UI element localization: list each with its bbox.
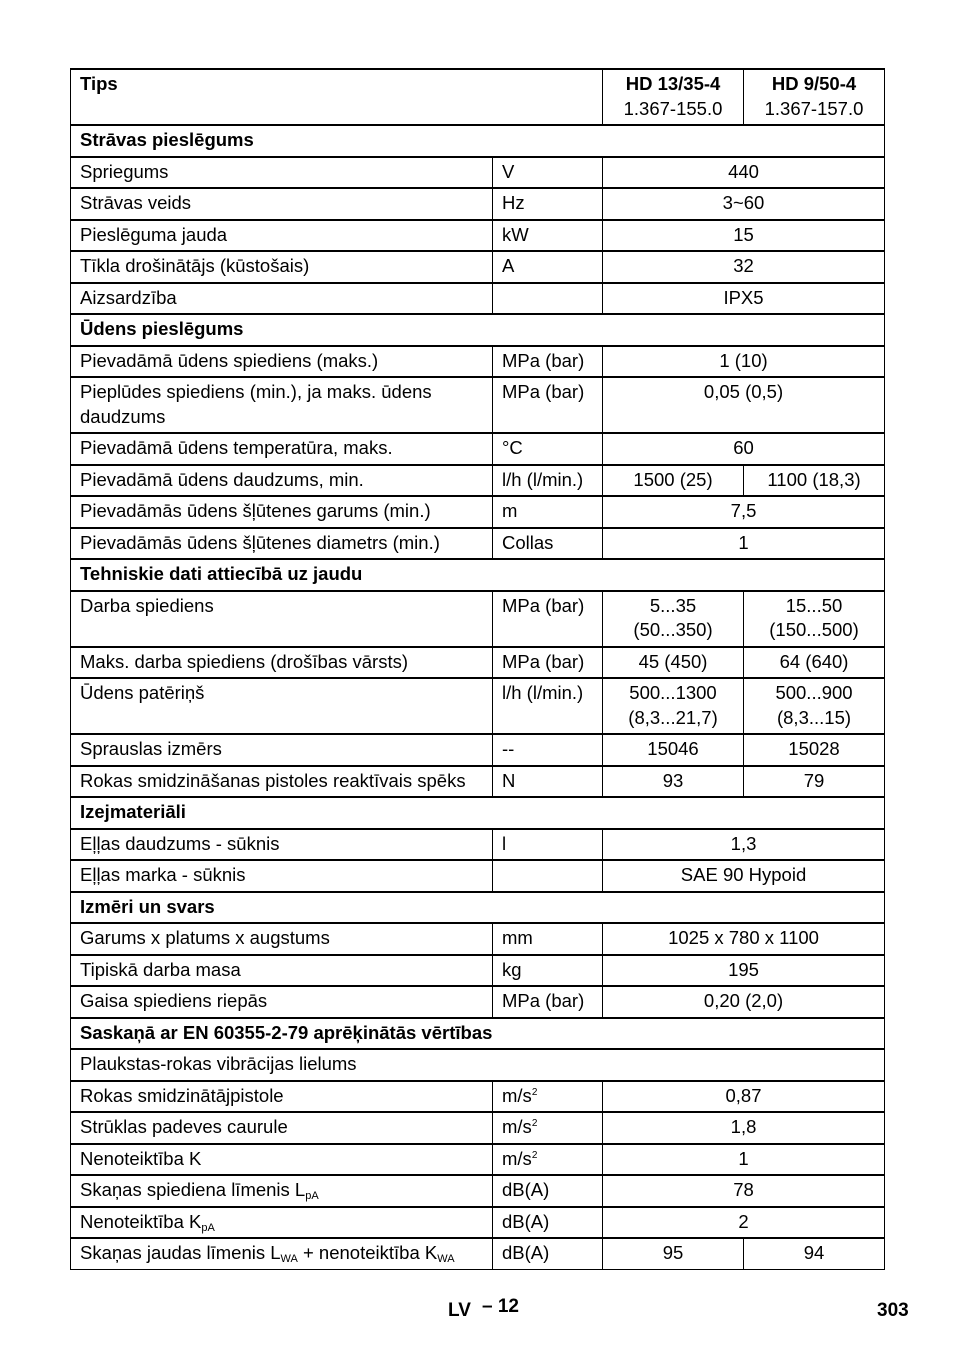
table-row: Pievadāmās ūdens šļūtenes garums (min.) m 7,5 — [71, 496, 885, 528]
table-row: Sprauslas izmērs -- 15046 15028 — [71, 734, 885, 766]
language-code: LV — [448, 1300, 471, 1321]
table-row: Strāvas veids Hz 3~60 — [71, 188, 885, 220]
table-row: Maks. darba spiediens (drošības vārsts) MPa (bar) 45 (450) 64 (640) — [71, 647, 885, 679]
table-row: Eļļas daudzums - sūknis l 1,3 — [71, 829, 885, 861]
technical-data-table — [70, 68, 885, 1270]
table-row: Eļļas marka - sūknis SAE 90 Hypoid — [71, 860, 885, 892]
page-footer — [0, 1296, 954, 1326]
table-row: Pieslēguma jauda kW 15 — [71, 220, 885, 252]
table-row: Pievadāmā ūdens temperatūra, maks. °C 60 — [71, 433, 885, 465]
table-row: Pievadāmā ūdens spiediens (maks.) MPa (bar) 1 (10) — [71, 346, 885, 378]
section-header: Izejmateriāli — [71, 797, 885, 829]
table-row: Nenoteiktība K $m/s^2$ 1 — [71, 1144, 885, 1176]
page-number: 303 — [877, 1300, 909, 1321]
table-row: Ūdens patēriņš l/h (l/min.) 500...1300 (8,3...21,7) 500...900 (8,3...15) — [71, 678, 885, 734]
table-row: Nenoteiktība $K_{pA}$ dB(A) 2 — [71, 1207, 885, 1239]
table-row: Pieplūdes spiediens (min.), ja maks. ūdens daudzums MPa (bar) 0,05 (0,5) — [71, 377, 885, 433]
model-2-header: HD 9/50-4 1.367-157.0 — [744, 69, 885, 125]
table-row: Skaņas spiediena līmenis $L_{pA}$ dB(A) 78 — [71, 1175, 885, 1207]
local-page-number: – 12 — [482, 1296, 519, 1317]
table-row: Pievadāmās ūdens šļūtenes diametrs (min.) Collas 1 — [71, 528, 885, 560]
type-header: Tips — [71, 69, 603, 125]
section-header: Izmēri un svars — [71, 892, 885, 924]
section-header: Saskaņā ar EN 60355-2-79 aprēķinātās vērtības — [71, 1018, 885, 1050]
table-header-row — [71, 69, 885, 125]
table-row: Tipiskā darba masa kg 195 — [71, 955, 885, 987]
table-row: Tīkla drošinātājs (kūstošais) A 32 — [71, 251, 885, 283]
table-row: Rokas smidzinātājpistole $m/s^2$ 0,87 — [71, 1081, 885, 1113]
table-row: Garums x platums x augstums mm 1025 x 780 x 1100 — [71, 923, 885, 955]
table-row: Aizsardzība IPX5 — [71, 283, 885, 315]
table-row: Pievadāmā ūdens daudzums, min. l/h (l/min.) 1500 (25) 1100 (18,3) — [71, 465, 885, 497]
table-row: Gaisa spiediens riepās MPa (bar) 0,20 (2,0) — [71, 986, 885, 1018]
section-header: Tehniskie dati attiecībā uz jaudu — [71, 559, 885, 591]
table-row: Darba spiediens MPa (bar) 5...35 (50...350) 15...50 (150...500) — [71, 591, 885, 647]
section-header: Ūdens pieslēgums — [71, 314, 885, 346]
model-1-header: HD 13/35-4 1.367-155.0 — [603, 69, 744, 125]
table-row: Skaņas jaudas līmenis $L_{WA}$ + nenoteiktība $K_{WA}$ dB(A) 95 94 — [71, 1238, 885, 1269]
section-subheader: Plaukstas-rokas vibrācijas lielums — [71, 1049, 885, 1081]
section-header: Strāvas pieslēgums — [71, 125, 885, 157]
table-row: Spriegums V 440 — [71, 157, 885, 189]
table-row: Rokas smidzināšanas pistoles reaktīvais spēks N 93 79 — [71, 766, 885, 798]
table-row: Strūklas padeves caurule $m/s^2$ 1,8 — [71, 1112, 885, 1144]
